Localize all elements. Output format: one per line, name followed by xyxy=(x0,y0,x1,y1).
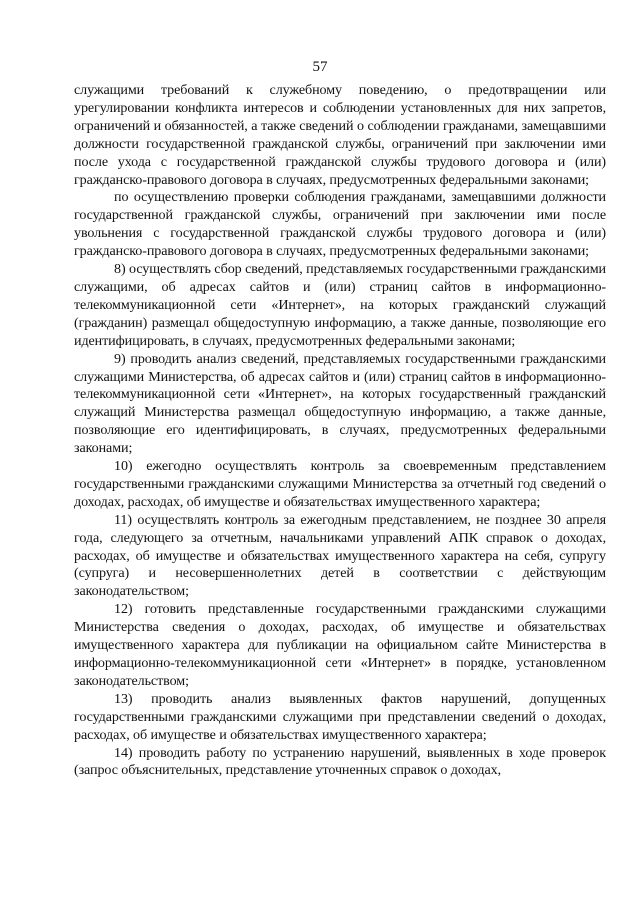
paragraph-continuation: служащими требований к служебному поведению, о предотвращении или урегулировании конфликта интересов и соблюдении установленных для них запретов, ограничений и обязанностей, а также сведений о соблюдении гражданами, замещавшими должности государственной гражданской службы, ограничений при заключении ими после ухода с государственной гражданской службы трудового договора и (или) гражданско-правового договора в случаях, предусмотренных федеральными законами; xyxy=(74,82,606,188)
paragraph-item-11: 11) осуществлять контроль за ежегодным представлением, не позднее 30 апреля года, следующего за отчетным, начальниками управлений АПК справок о доходах, расходах, об имуществе и обязательствах имущественного характера на себя, супругу (супруга) и несовершеннолетних детей в соответствии с действующим законодательством; xyxy=(74,511,606,600)
paragraph-item-10: 10) ежегодно осуществлять контроль за своевременным представлением государственными гражданскими служащими Министерства за отчетный год сведений о доходах, расходах, об имуществе и обязательствах имущественного характера; xyxy=(74,458,606,510)
body-text xyxy=(74,82,606,780)
paragraph-verification: по осуществлению проверки соблюдения гражданами, замещавшими должности государственной гражданской службы, ограничений при заключении ими после увольнения с государственной гражданской службы трудового договора и (или) гражданско-правового договора в случаях, предусмотренных федеральными законами; xyxy=(74,189,606,260)
paragraph-item-9: 9) проводить анализ сведений, представляемых государственными гражданскими служащими Министерства, об адресах сайтов и (или) страниц сайтов в информационно-телекоммуникационной сети «Интернет», на которых государственный гражданский служащий Министерства размещал общедоступную информацию, а также данные, позволяющие его идентифицировать, в случаях, предусмотренных федеральными законами; xyxy=(74,350,606,457)
paragraph-item-13: 13) проводить анализ выявленных фактов нарушений, допущенных государственными гражданскими служащими при представлении сведений о доходах, расходах, об имуществе и обязательствах имущественного характера; xyxy=(74,690,606,743)
paragraph-item-12: 12) готовить представленные государственными гражданскими служащими Министерства сведения о доходах, расходах, об имуществе и обязательствах имущественного характера для публикации на официальном сайте Министерства в информационно-телекоммуникационной сети «Интернет» в порядке, установленном законодательством; xyxy=(74,601,606,689)
page-number: 57 xyxy=(312,59,328,75)
paragraph-item-14: 14) проводить работу по устранению нарушений, выявленных в ходе проверок (запрос объяснительных, представление уточненных справок о доходах, xyxy=(74,744,606,779)
paragraph-item-8: 8) осуществлять сбор сведений, представляемых государственными гражданскими служащими, об адресах сайтов и (или) страниц сайтов в информационно-телекоммуникационной сети «Интернет», на которых гражданский служащий (гражданин) размещал общедоступную информацию, а также данные, позволяющие его идентифицировать, в случаях, предусмотренных федеральными законами; xyxy=(74,261,606,349)
